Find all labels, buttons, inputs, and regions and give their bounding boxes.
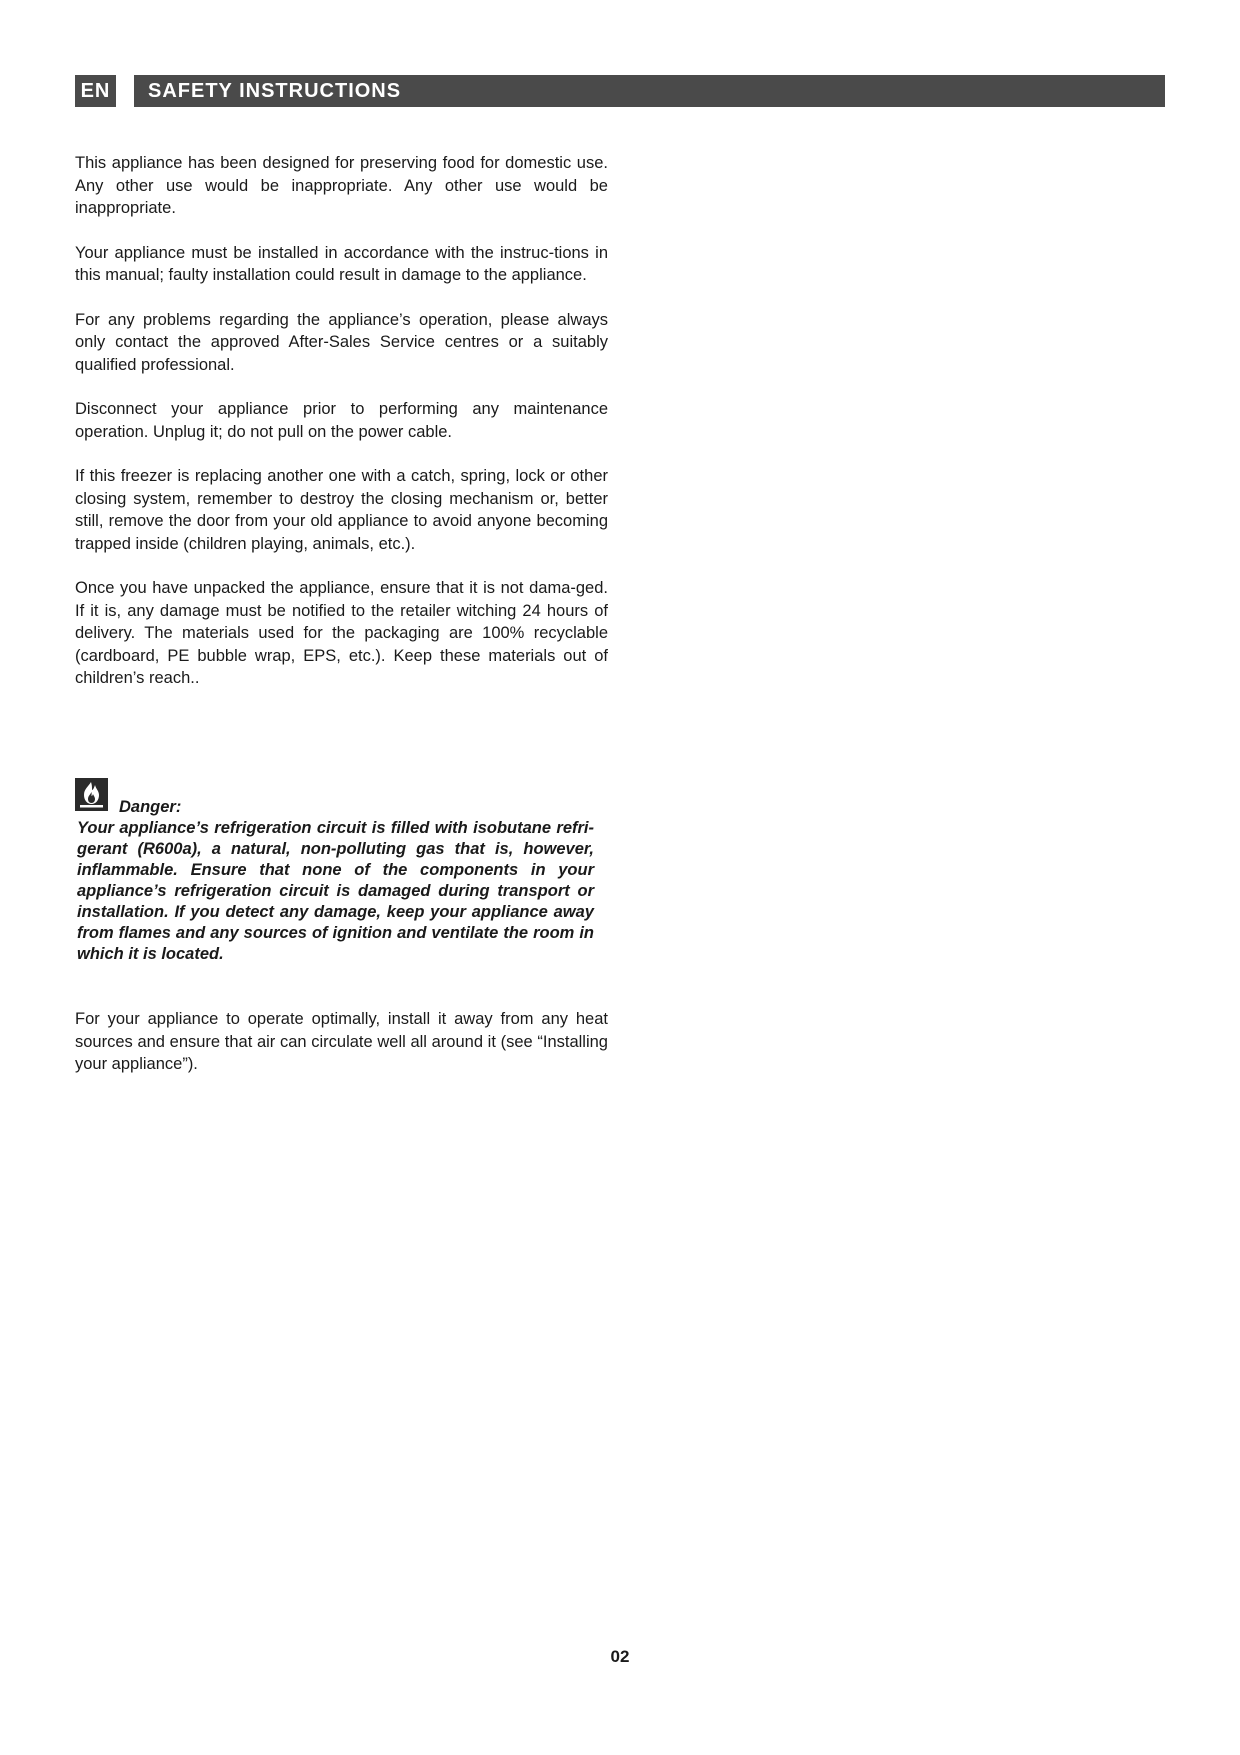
safety-instructions-body [75,152,608,712]
paragraph-installation: Your appliance must be installed in accordance with the instruc-tions in this manual; faulty installation could result in damage to the appliance. [75,243,608,284]
paragraph-ventilation: For your appliance to operate optimally, install it away from any heat sources and ensure that air can circulate well all around it (see “Installing your appliance”). [75,1010,608,1073]
page-number: 02 [610,1647,630,1666]
section-title: SAFETY INSTRUCTIONS [148,80,402,102]
paragraph-unpacking: Once you have unpacked the appliance, ensure that it is not dama-ged. If it is, any damage must be notified to the retailer witching 24 hours of delivery. The materials used for the packaging are 100% recyclable (cardboard, PE bubble wrap, EPS, etc.). Keep these materials out of children’s reach.. [75,579,608,687]
language-badge: EN [75,75,116,107]
paragraph-old-appliance: If this freezer is replacing another one with a catch, spring, lock or other closing system, remember to destroy the closing mechanism or, better still, remove the door from your old appliance to avoid anyone becoming trapped inside (children playing, animals, etc.). [75,467,608,553]
section-header-bar [134,75,1165,107]
paragraph-intended-use: This appliance has been designed for preserving food for domestic use. Any other use would be inappropriate. Any other use would be inappropriate. [75,154,608,217]
danger-label: Danger: [119,798,182,816]
paragraph-maintenance: Disconnect your appliance prior to performing any maintenance operation. Unplug it; do not pull on the power cable. [75,400,608,441]
danger-text: Your appliance’s refrigeration circuit is filled with isobutane refri-gerant (R600a), a natural, non-polluting gas that is, however, inflammable. Ensure that none of the components in your appliance’s refrigeration circuit is damaged during transport or installation. If you detect any damage, keep your appliance away from flames and any sources of ignition and ventilate the room in which it is located. [77,819,594,963]
paragraph-service: For any problems regarding the appliance’s operation, please always only contact the approved After-Sales Service centres or a suitably qualified professional. [75,310,608,374]
final-section [75,1008,608,1098]
flame-icon [75,778,108,811]
